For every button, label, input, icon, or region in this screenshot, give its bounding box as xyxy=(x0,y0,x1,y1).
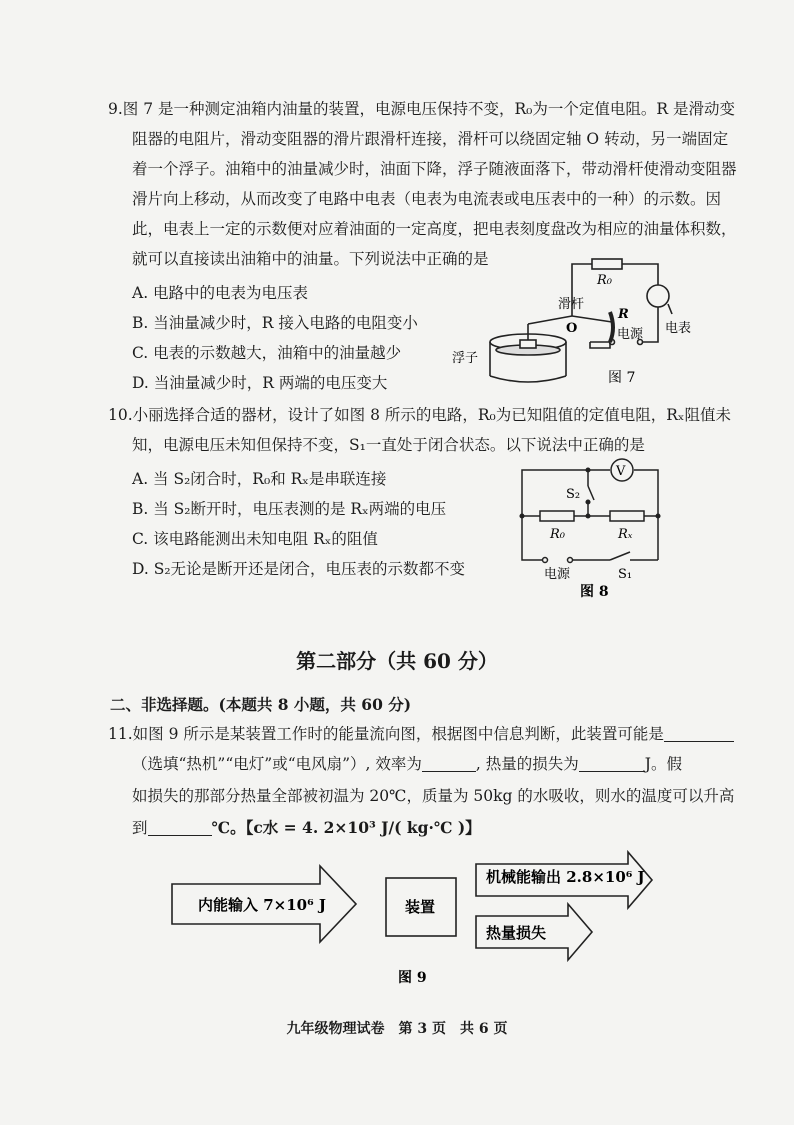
figure-8 xyxy=(510,458,670,604)
q9-option-a: A. 电路中的电表为电压表 xyxy=(132,284,309,302)
q9-line-5: 此，电表上一定的示数便对应着油面的一定高度，把电表刻度盘改为相应的油量体积数， xyxy=(132,220,737,238)
fig8-caption: 图 8 xyxy=(580,584,609,600)
q9-line-2: 阻器的电阻片，滑动变阻器的滑片跟滑杆连接，滑杆可以绕固定轴 O 转动，另一端固定 xyxy=(132,130,729,148)
q11-blank-efficiency[interactable] xyxy=(422,755,476,772)
q9-line-1: 9.图 7 是一种测定油箱内油量的装置，电源电压保持不变，R₀为一个定值电阻。R 是滑动变 xyxy=(108,100,735,118)
q9-line-6: 就可以直接读出油箱中的油量。下列说法中正确的是 xyxy=(132,250,489,268)
fig7-label-float: 浮子 xyxy=(452,351,479,366)
q11-text-4a: 到 xyxy=(132,819,148,837)
section2-heading: 二、非选择题。(本题共 8 小题，共 60 分) xyxy=(110,695,412,714)
fig8-label-s1: S₁ xyxy=(618,567,633,582)
q11-text-2a: （选填“热机”“电灯”或“电风扇”）, 效率为 xyxy=(132,755,422,773)
q9-line-4: 滑片向上移动，从而改变了电路中电表（电表为电流表或电压表中的一种）的示数。因 xyxy=(132,190,722,208)
q11-text-2c: J。假 xyxy=(644,755,682,773)
fig9-device-label: 装置 xyxy=(405,898,436,916)
q10-option-a: A. 当 S₂闭合时，R₀和 Rₓ是串联连接 xyxy=(132,470,387,488)
fig7-label-meter: 电表 xyxy=(665,321,692,336)
q9-option-b: B. 当油量减少时，R 接入电路的电阻变小 xyxy=(132,314,418,332)
q9-option-c: C. 电表的示数越大，油箱中的油量越少 xyxy=(132,344,402,362)
q11-text-4b: ℃。【c水 = 4. 2×10³ J/( kg·℃ )】 xyxy=(211,818,481,837)
q11-blank-heat-loss[interactable] xyxy=(579,755,645,772)
fig8-label-s2: S₂ xyxy=(566,487,581,502)
q11-line-2 xyxy=(132,753,682,775)
part2-title: 第二部分（共 60 分） xyxy=(296,649,498,673)
q11-blank-device[interactable] xyxy=(664,725,734,742)
q9-option-d: D. 当油量减少时，R 两端的电压变大 xyxy=(132,374,388,392)
figure-7 xyxy=(440,250,710,395)
fig7-label-rod: 滑杆 xyxy=(558,297,585,312)
fig7-label-o: O xyxy=(566,321,578,336)
q11-line-1 xyxy=(108,723,734,745)
fig9-loss-label: 热量损失 xyxy=(486,924,547,942)
q11-text-2b: , 热量的损失为 xyxy=(475,755,579,773)
q10-line-1: 10.小丽选择合适的器材，设计了如图 8 所示的电路，R₀为已知阻值的定值电阻，Rₓ阻值未 xyxy=(108,406,731,424)
q10-option-d: D. S₂无论是断开还是闭合，电压表的示数都不变 xyxy=(132,560,466,578)
fig7-label-r: R xyxy=(618,307,629,322)
q10-line-2: 知，电源电压未知但保持不变，S₁一直处于闭合状态。以下说法中正确的是 xyxy=(132,436,645,454)
fig9-input-label: 内能输入 7×10⁶ J xyxy=(198,896,326,914)
fig7-caption: 图 7 xyxy=(608,370,636,386)
q11-line-4 xyxy=(132,817,481,839)
fig9-output-label: 机械能输出 2.8×10⁶ J xyxy=(486,868,645,886)
fig9-caption: 图 9 xyxy=(398,970,427,986)
fig8-label-r0: R₀ xyxy=(550,527,565,542)
q10-option-b: B. 当 S₂断开时，电压表测的是 Rₓ两端的电压 xyxy=(132,500,447,518)
q11-line-3: 如损失的那部分热量全部被初温为 20℃，质量为 50kg 的水吸收，则水的温度可以升高 xyxy=(132,787,735,805)
q11-text-1: 11.如图 9 所示是某装置工作时的能量流向图，根据图中信息判断，此装置可能是 xyxy=(108,725,664,743)
q9-line-3: 着一个浮子。油箱中的油量减少时，油面下降，浮子随液面落下，带动滑杆使滑动变阻器 xyxy=(132,160,737,178)
q11-blank-temperature[interactable] xyxy=(148,819,212,836)
fig7-label-source: 电源 xyxy=(617,327,644,342)
q10-option-c: C. 该电路能测出未知电阻 Rₓ的阻值 xyxy=(132,530,378,548)
figure-9 xyxy=(160,850,680,990)
fig8-label-v: V xyxy=(616,464,626,479)
fig8-label-rx: Rₓ xyxy=(618,527,633,542)
page-footer: 九年级物理试卷 第 3 页 共 6 页 xyxy=(286,1021,508,1037)
fig7-label-r0: R₀ xyxy=(597,273,612,288)
fig8-label-source: 电源 xyxy=(544,567,571,582)
